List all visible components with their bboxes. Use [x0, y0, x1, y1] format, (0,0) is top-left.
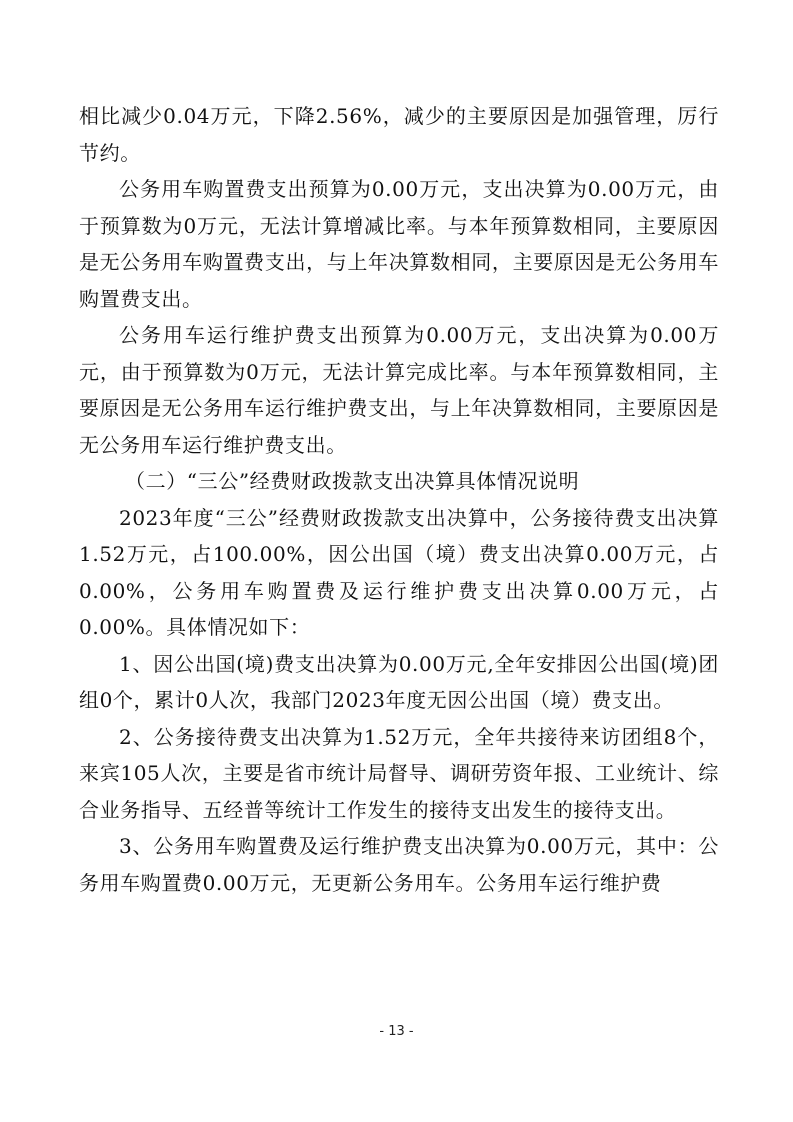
paragraph-summary: 2023年度“三公”经费财政拨款支出决算中，公务接待费支出决算1.52万元，占100.00%，因公出国（境）费支出决算0.00万元，占0.00%，公务用车购置费及运行维护费支出决算0.00万元，占0.00%。具体情况如下：: [79, 505, 719, 639]
section-heading: （二）“三公”经费财政拨款支出决算具体情况说明: [125, 469, 580, 493]
paragraph-vehicle-maintenance: 公务用车运行维护费支出预算为0.00万元，支出决算为0.00万元，由于预算数为0万元，无法计算完成比率。与本年预算数相同，主要原因是无公务用车运行维护费支出，与上年决算数相同，主要原因是无公务用车运行维护费支出。: [79, 323, 719, 457]
page-number: - 13 -: [379, 1024, 414, 1039]
paragraph-vehicle-purchase: 公务用车购置费支出预算为0.00万元，支出决算为0.00万元，由于预算数为0万元，无法计算增减比率。与本年预算数相同，主要原因是无公务用车购置费支出，与上年决算数相同，主要原因是无公务用车购置费支出。: [79, 177, 719, 311]
body-text: [79, 98, 719, 901]
paragraph-overseas-travel: 1、因公出国(境)费支出决算为0.00万元,全年安排因公出国(境)团组0个，累计0人次，我部门2023年度无因公出国（境）费支出。: [79, 651, 719, 712]
paragraph-reception: 2、公务接待费支出决算为1.52万元，全年共接待来访团组8个，来宾105人次，主要是省市统计局督导、调研劳资年报、工业统计、综合业务指导、五经普等统计工作发生的接待支出发生的接待支出。: [79, 724, 719, 822]
paragraph-vehicle-total: 3、公务用车购置费及运行维护费支出决算为0.00万元，其中：公务用车购置费0.00万元，无更新公务用车。公务用车运行维护费: [79, 834, 719, 895]
paragraph-reduction-reason: 相比减少0.04万元，下降2.56%，减少的主要原因是加强管理，厉行节约。: [79, 104, 719, 165]
